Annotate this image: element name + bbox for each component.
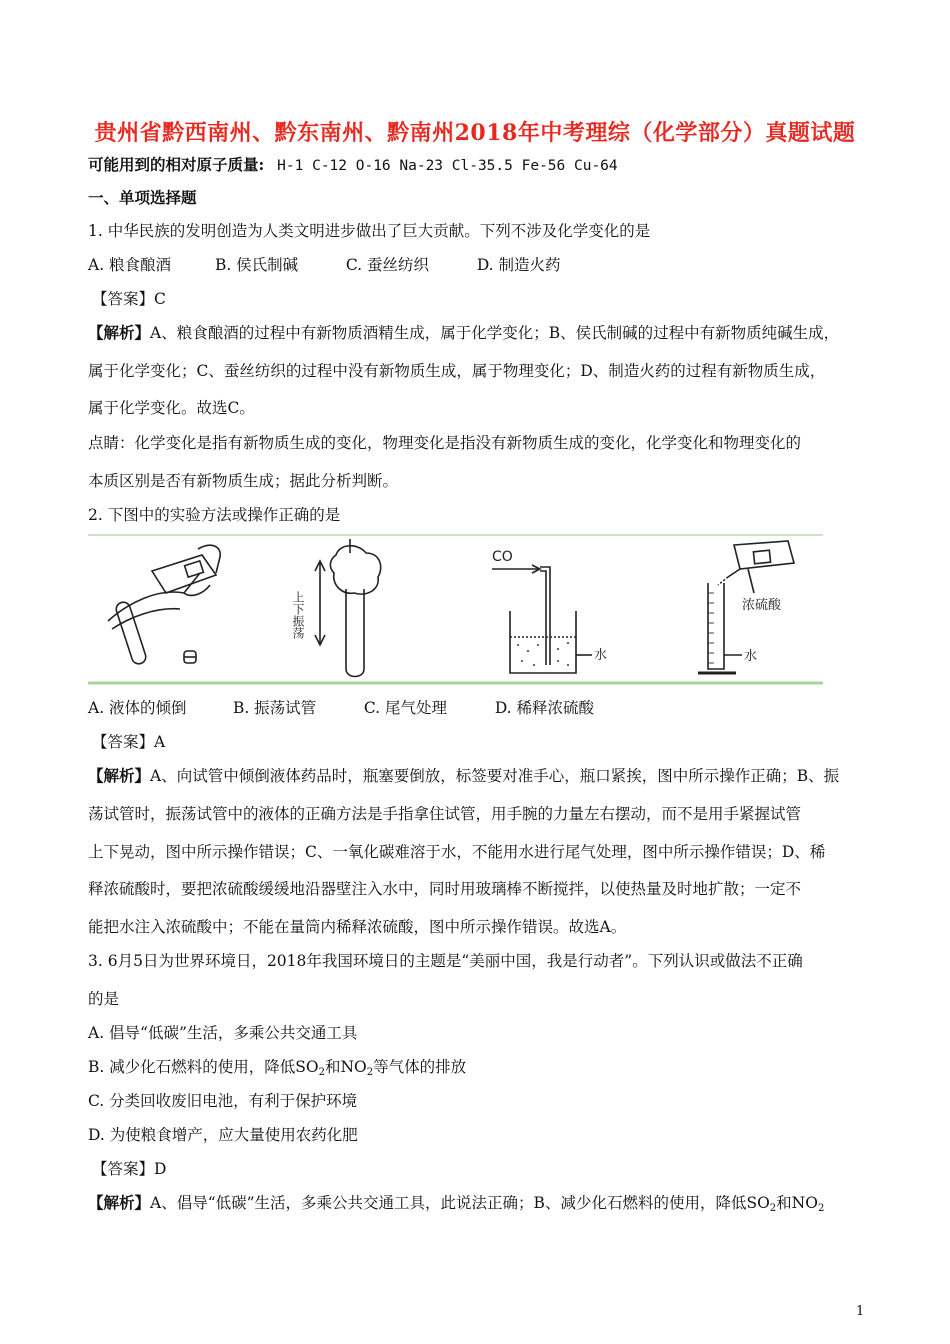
q3-analysis-line-1 (88, 1193, 824, 1219)
q2-analysis-line-2: 荡试管时，振荡试管中的液体的正确方法是手指拿住试管，用手腕的力量左右摆动，而不是用手紧握试管 (88, 805, 802, 823)
q1-option-a: A. 粮食酿酒 (88, 256, 172, 274)
page-number: 1 (856, 1304, 865, 1319)
q1-option-c: C. 蚕丝纺织 (345, 256, 430, 274)
q2-answer: 【答案】A (92, 733, 166, 751)
q2-figure-svg (88, 533, 823, 685)
q3-option-b (88, 1057, 466, 1083)
q3-stem-line-2: 的是 (88, 990, 120, 1008)
q1-option-d: D. 制造火药 (476, 256, 561, 274)
left-hand-outline (108, 573, 200, 621)
q2-option-c: C. 尾气处理 (363, 699, 448, 717)
acid-bottle (734, 541, 794, 569)
q3-analysis-sub2: 2 (817, 1203, 825, 1214)
q3-option-b-sub2: 2 (366, 1067, 374, 1078)
page-title: 贵州省黔西南州、黔东南州、黔南州2018年中考理综（化学部分）真题试题 (94, 120, 856, 146)
figure-b-shaking (315, 539, 381, 677)
q2-option-d: D. 稀释浓硫酸 (494, 699, 595, 717)
acid-label: 浓硫酸 (742, 598, 782, 613)
q2-options (88, 698, 594, 718)
gas-tube (540, 567, 550, 665)
q2-figure (88, 533, 823, 685)
section-heading: 一、单项选择题 (88, 188, 197, 207)
right-hand-outline (198, 545, 220, 573)
q2-analysis-line-5: 能把水注入浓硫酸中；不能在量筒内稀释浓硫酸，图中所示操作错误。故选A。 (88, 918, 627, 936)
water-dots (517, 642, 569, 666)
shake-label: 上下振荡 (291, 591, 305, 639)
figure-c-tail-gas (492, 565, 592, 673)
reagent-bottle (152, 555, 216, 593)
q3-option-b-post: 等气体的排放 (373, 1058, 467, 1076)
co-label: CO (492, 549, 513, 565)
q3-analysis-pre: A、倡导“低碳”生活，多乘公共交通工具，此说法正确；B、减少化石燃料的使用，降低SO (150, 1194, 770, 1212)
q3-stem-line-1: 3. 6月5日为世界环境日，2018年我国环境日的主题是“美丽中国，我是行动者”。下列认识或做法不正确 (88, 952, 803, 970)
graduated-cylinder (708, 583, 724, 669)
atomic-mass-label: 可能用到的相对原子质量: (88, 155, 265, 174)
q2-analysis-line-1 (88, 766, 839, 786)
q1-options (88, 255, 561, 275)
acid-pointer (748, 569, 754, 593)
q1-analysis-line-1 (88, 323, 839, 343)
q1-answer: 【答案】C (92, 290, 166, 308)
bottle-label (185, 561, 204, 577)
acid-stream (718, 577, 728, 585)
figure-a-pouring (108, 545, 220, 665)
q3-option-d: D. 为使粮食增产，应大量使用农药化肥 (88, 1126, 358, 1144)
q3-analysis-mid: 和NO (776, 1194, 818, 1212)
atomic-mass-line (88, 155, 618, 176)
q2-analysis-text-1: A、向试管中倾倒液体药品时，瓶塞要倒放，标签要对准手心，瓶口紧挨，图中所示操作正确；B、振 (150, 767, 840, 785)
q1-stem: 1. 中华民族的发明创造为人类文明进步做出了巨大贡献。下列不涉及化学变化的是 (88, 222, 651, 240)
atomic-mass-values: H-1 C-12 O-16 Na-23 Cl-35.5 Fe-56 Cu-64 (277, 158, 618, 174)
q1-analysis-label: 【解析】 (88, 323, 151, 342)
test-tube-a (114, 600, 147, 665)
q3-option-c: C. 分类回收废旧电池，有利于保护环境 (88, 1092, 358, 1110)
test-tube-b (346, 589, 364, 677)
q1-tip-line-2: 本质区别是否有新物质生成；据此分析判断。 (88, 472, 399, 490)
fist (330, 546, 380, 594)
q1-analysis-line-2: 属于化学变化；C、蚕丝纺织的过程中没有新物质生成，属于物理变化；D、制造火药的过程有新物质生成， (88, 362, 826, 380)
q3-option-b-pre: B. 减少化石燃料的使用，降低SO (88, 1058, 319, 1076)
q3-option-a: A. 倡导“低碳”生活，多乘公共交通工具 (88, 1024, 358, 1042)
q1-analysis-line-3: 属于化学变化。故选C。 (88, 399, 255, 417)
q1-option-b: B. 侯氏制碱 (214, 256, 299, 274)
q3-analysis-label: 【解析】 (88, 1193, 151, 1212)
cylinder-graduations (708, 593, 714, 663)
water-label-d: 水 (744, 649, 758, 664)
q3-analysis-sub1: 2 (769, 1203, 777, 1214)
q2-analysis-line-4: 释浓硫酸时，要把浓硫酸缓缓地沿器壁注入水中，同时用玻璃棒不断搅拌，以使热量及时地扩散；一定不 (88, 880, 802, 898)
water-label-c: 水 (594, 648, 608, 663)
q2-option-a: A. 液体的倾倒 (88, 699, 187, 717)
q2-analysis-label: 【解析】 (88, 766, 151, 785)
q3-option-b-sub1: 2 (318, 1067, 325, 1078)
q2-analysis-line-3: 上下晃动，图中所示操作错误；C、一氧化碳难溶于水，不能用水进行尾气处理，图中所示操作错误；D、稀 (88, 843, 826, 861)
q3-answer: 【答案】D (92, 1160, 167, 1178)
q3-option-b-mid: 和NO (324, 1058, 367, 1076)
beaker (510, 611, 576, 673)
q2-option-b: B. 振荡试管 (232, 699, 317, 717)
q1-tip-line-1: 点睛：化学变化是指有新物质生成的变化，物理变化是指没有新物质生成的变化，化学变化和物理变化的 (88, 434, 802, 452)
q2-stem: 2. 下图中的实验方法或操作正确的是 (88, 506, 341, 524)
acid-bottle-label (753, 550, 770, 564)
q1-analysis-text-1: A、粮食酿酒的过程中有新物质酒精生成，属于化学变化；B、侯氏制碱的过程中有新物质纯碱生成， (150, 324, 840, 342)
